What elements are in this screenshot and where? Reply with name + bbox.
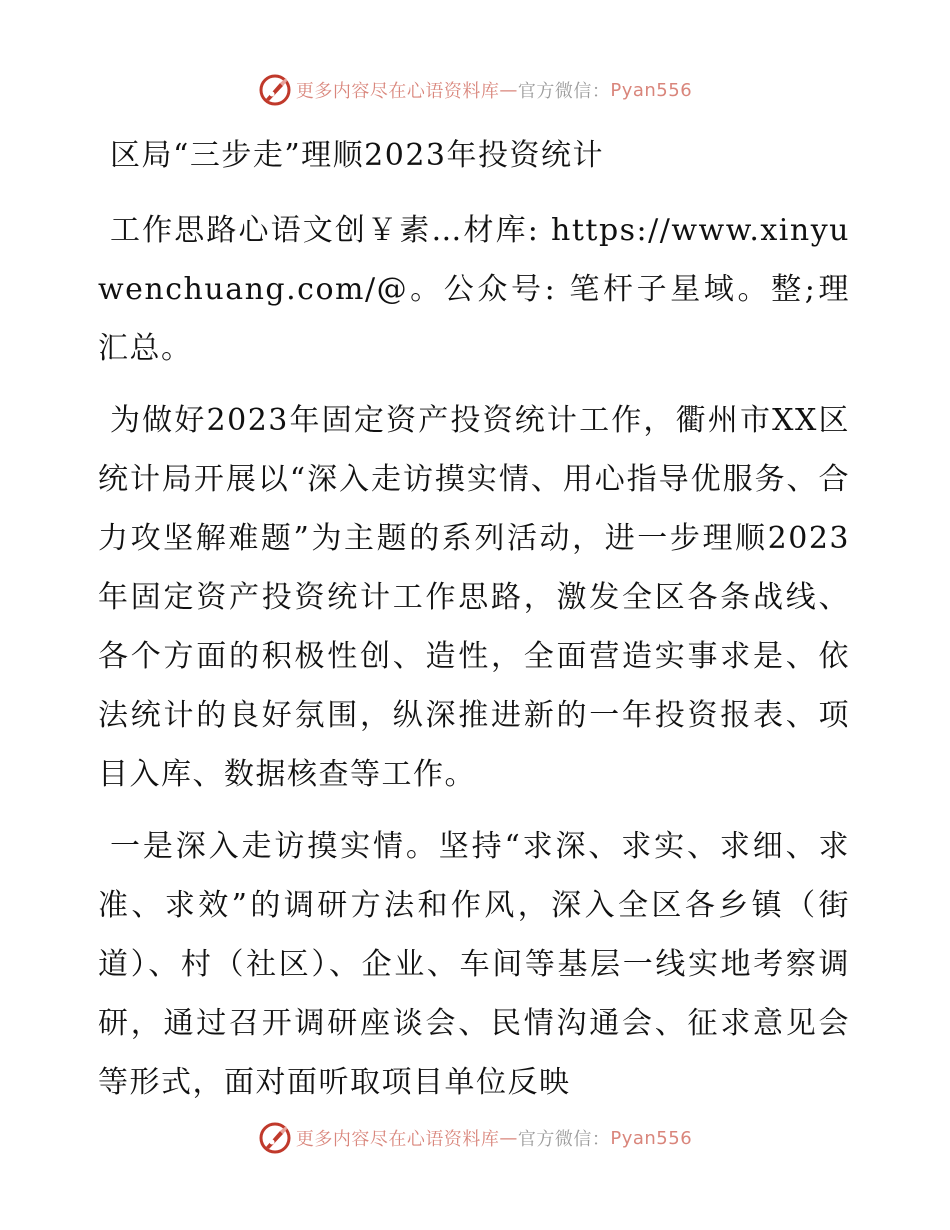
banner-separator: — [499, 79, 518, 101]
document-body [98, 126, 850, 1125]
source-note-paragraph [98, 201, 850, 378]
step-one-paragraph [98, 817, 850, 1112]
footer-banner [0, 1118, 950, 1158]
banner-library-text: 更多内容尽在心语资料库 [295, 1129, 500, 1150]
banner-wechat-id: Pyan556 [610, 1127, 693, 1149]
banner-library-text: 更多内容尽在心语资料库 [295, 81, 500, 102]
document-title: 区局“三步走”理顺2023年投资统计 [110, 138, 605, 173]
banner-wechat-label: 官方微信： [517, 1129, 611, 1150]
paragraph-text: 为做好2023年固定资产投资统计工作，衢州市XX区统计局开展以“深入走访摸实情、用心指导优服务、合力攻坚解难题”为主题的系列活动，进一步理顺2023年固定资产投资统计工作思路，激发全区各条战线、各个方面的积极性创、造性，全面营造实事求是、依法统计的良好氛围，纵深推进新的一年投资报表、项目入库、数据核查等工作。 [98, 403, 850, 792]
quill-logo-icon [258, 73, 292, 107]
banner-wechat-id: Pyan556 [610, 79, 693, 101]
intro-paragraph [98, 391, 850, 804]
quill-logo-icon [258, 1121, 292, 1155]
header-banner [0, 70, 950, 110]
paragraph-text: 工作思路心语文创￥素…材库: https://www.xinyuwenchuang.com/@。公众号: 笔杆子星域。整;理汇总。 [98, 213, 850, 366]
banner-wechat-label: 官方微信： [517, 81, 611, 102]
banner-separator: — [499, 1127, 518, 1149]
paragraph-text: 一是深入走访摸实情。坚持“求深、求实、求细、求准、求效”的调研方法和作风，深入全区各乡镇（街道）、村（社区）、企业、车间等基层一线实地考察调研，通过召开调研座谈会、民情沟通会、征求意见会等形式，面对面听取项目单位反映 [98, 829, 850, 1100]
